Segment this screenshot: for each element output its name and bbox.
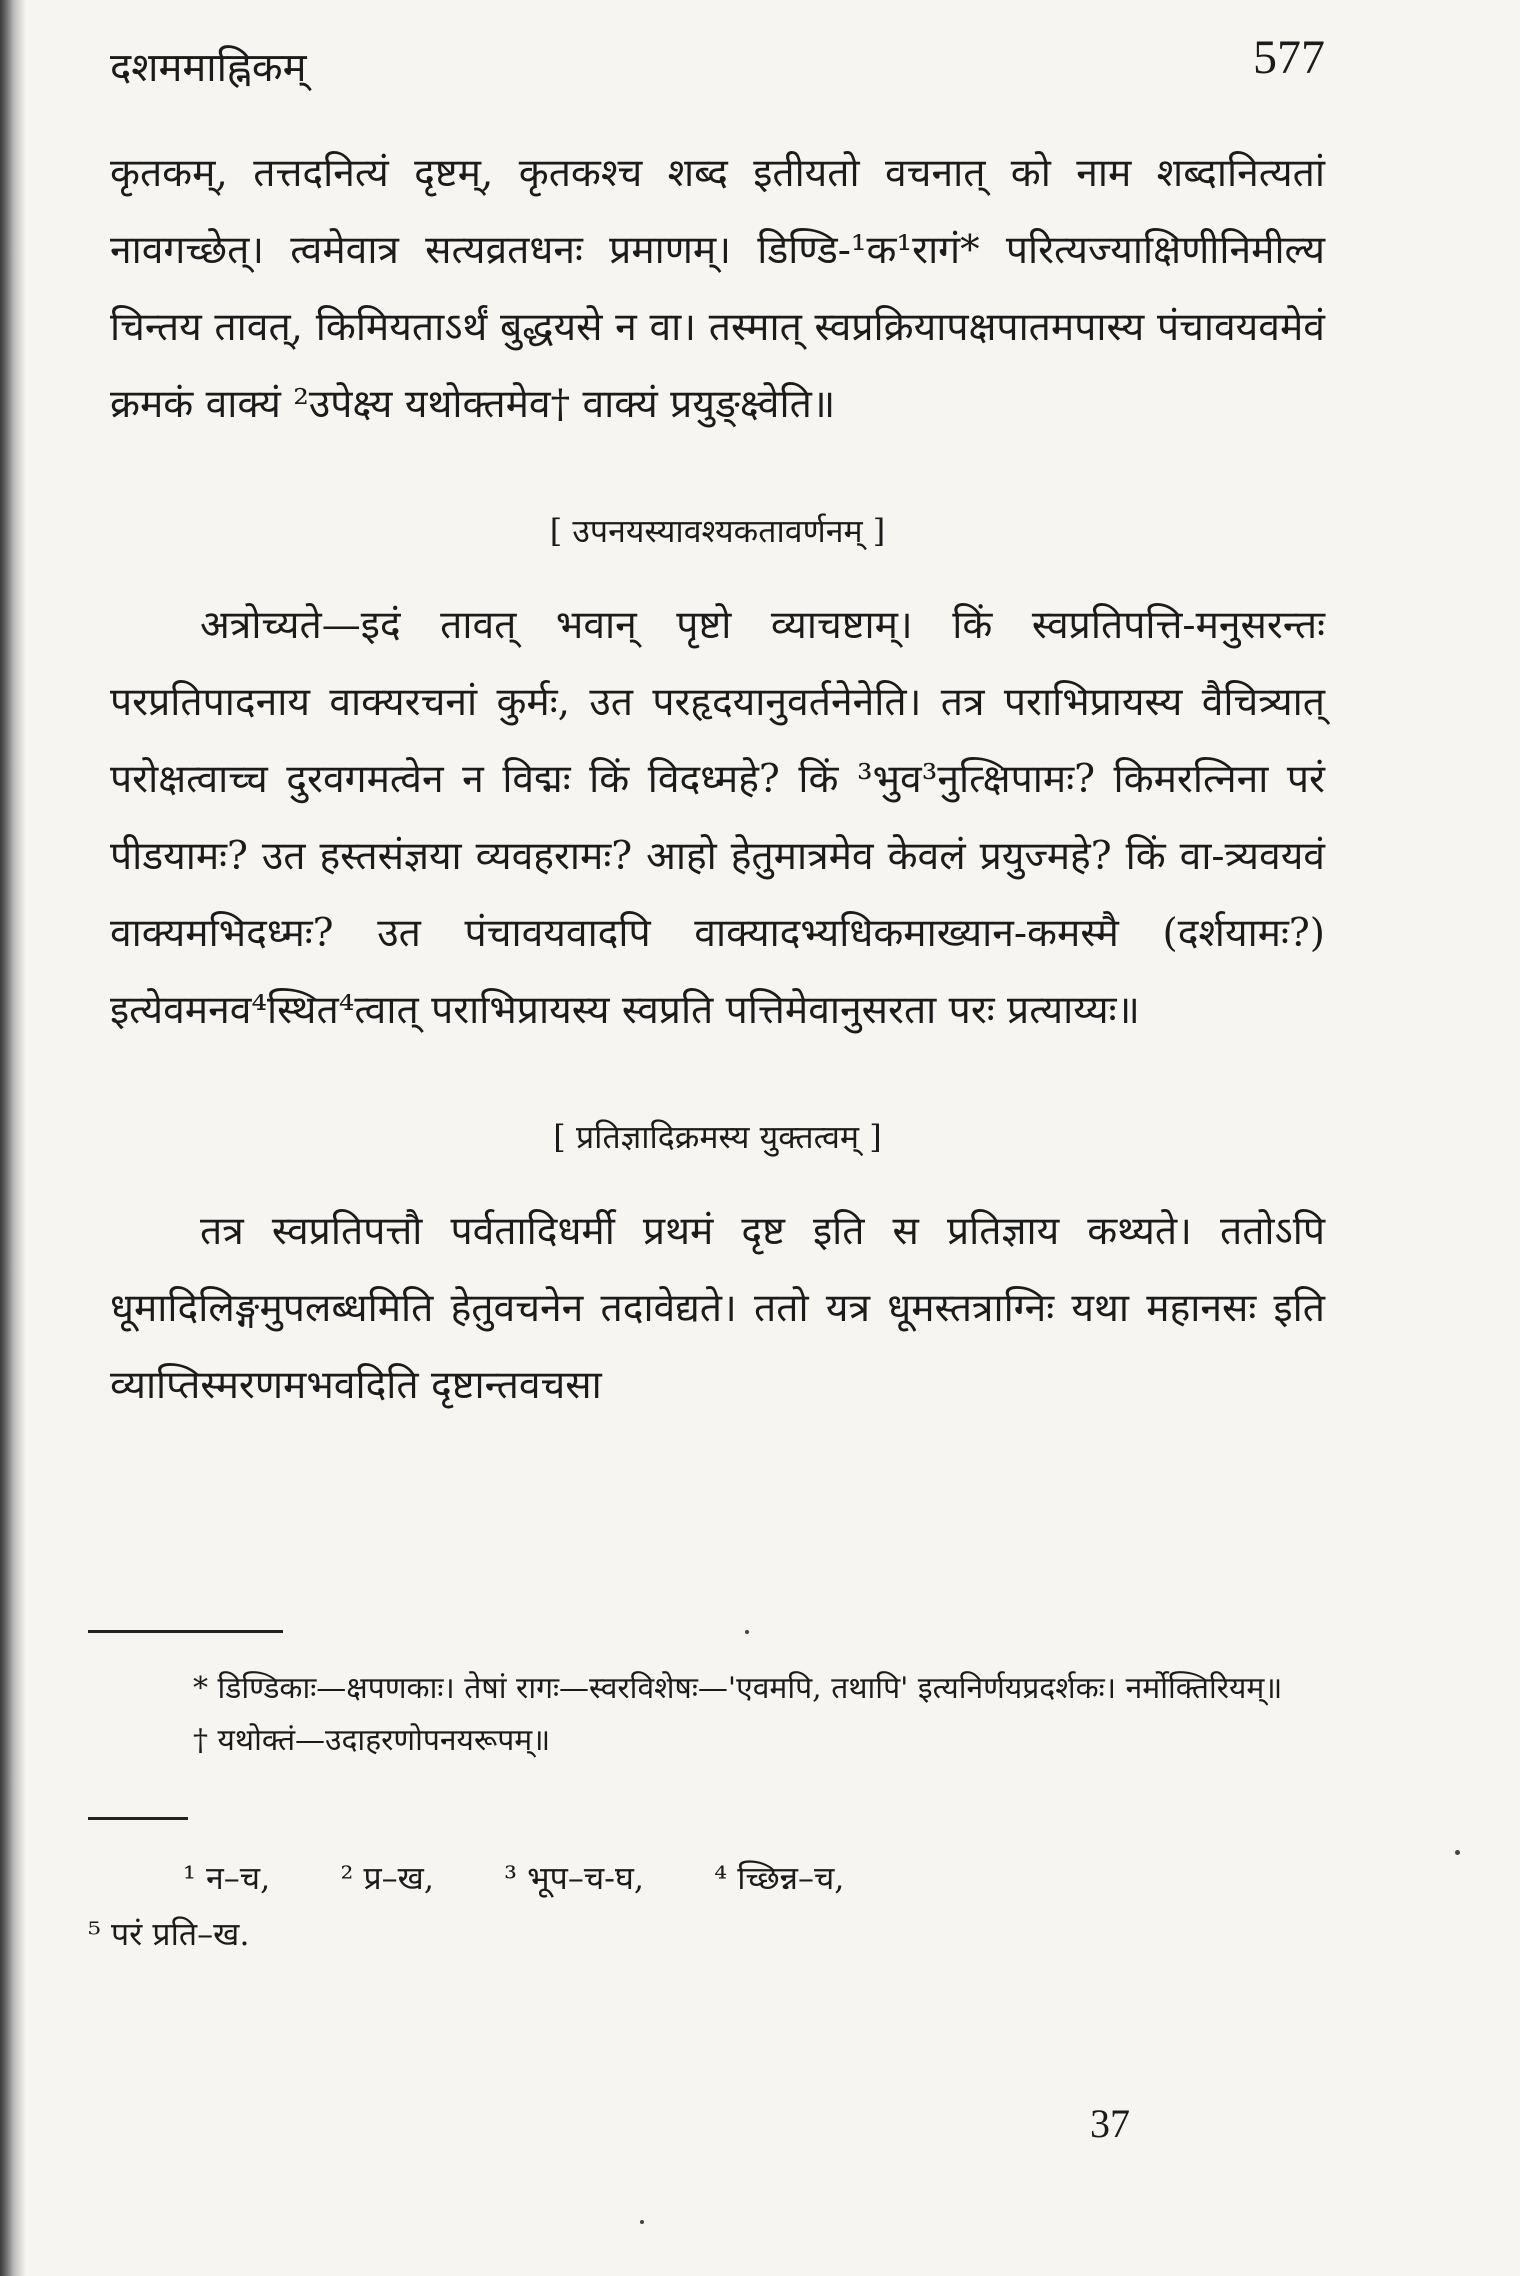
scan-speck (745, 1630, 749, 1634)
paragraph-2: अत्रोच्यते—इदं तावत् भवान् पृष्टो व्याचष्टाम्। किं स्वप्रतिपत्ति-मनुसरन्तः परप्रतिपादनाय वाक्यरचनां कुर्मः, उत परहृदयानुवर्तनेनेति। तत्र पराभिप्रायस्य वैचित्र्यात् परोक्षत्वाच्च दुरवगमत्वेन न विद्मः किं विदध्महे? किं ³भुव³नुत्क्षिपामः? किमरत्निना परं पीडयामः? उत हस्तसंज्ञया व्यवहरामः? आहो हेतुमात्रमेव केवलं प्रयुज्महे? किं वा-त्र्यवयवं वाक्यमभिदध्मः? उत पंचावयवादपि वाक्यादभ्यधिकमाख्यान-कमस्मै (दर्शयामः?) इत्येवमनव⁴स्थित⁴त्वात् पराभिप्रायस्य स्वप्रति पत्तिमेवानुसरता परः प्रत्याय्यः॥ (110, 603, 1325, 1033)
footnote-dagger: † यथोक्तं—उदाहरणोपनयरूपम्॥ (193, 1723, 551, 1758)
variant-1: ¹ न–च, (183, 1859, 271, 1897)
section-heading-upanaya: [ उपनयस्यावश्यकतावर्णनम् ] (549, 512, 886, 550)
scan-speck (640, 2220, 644, 2224)
scan-page-edge (0, 0, 26, 2276)
section-heading-pratijna: [ प्रतिज्ञादिक्रमस्य युक्तत्वम् ] (553, 1118, 882, 1156)
variant-row (88, 1850, 1338, 1906)
variant-2: ² प्र–ख, (340, 1859, 434, 1897)
variant-readings (88, 1850, 1338, 1962)
main-text (110, 135, 1325, 1424)
page-header (110, 30, 1325, 100)
page-number: 577 (1253, 31, 1325, 84)
footnote-star: * डिण्डिकाः—क्षपणकाः। तेषां रागः—स्वरविशेषः—'एवमपि, तथापि' इत्यनिर्णयप्रदर्शकः। नर्मोक्तिरियम्॥ (193, 1671, 1283, 1706)
running-head: दशममाह्निकम् (110, 45, 307, 91)
paragraph-3: तत्र स्वप्रतिपत्तौ पर्वतादिधर्मी प्रथमं दृष्ट इति स प्रतिज्ञाय कथ्यते। ततोऽपि धूमादिलिङ्गमुपलब्धमिति हेतुवचनेन तदावेद्यते। ततो यत्र धूमस्तत्राग्निः यथा महानसः इति व्याप्तिस्मरणमभवदिति दृष्टान्तवचसा (110, 1209, 1325, 1408)
signature-mark: 37 (1090, 2101, 1130, 2146)
paragraph-1: कृतकम्, तत्तदनित्यं दृष्टम्, कृतकश्च शब्द इतीयतो वचनात् को नाम शब्दानित्यतां नावगच्छेत्। त्वमेवात्र सत्यव्रतधनः प्रमाणम्। डिण्डि-¹क¹रागं* परित्यज्याक्षिणीनिमील्य चिन्तय तावत्, किमियताऽर्थं बुद्धयसे न वा। तस्मात् स्वप्रक्रियापक्षपातमपास्य पंचावयवमेवं क्रमकं वाक्यं ²उपेक्ष्य यथोक्तमेव† वाक्यं प्रयुङ्क्ष्वेति॥ (110, 151, 1325, 427)
variant-4: ⁴ च्छिन्न–च, (714, 1859, 845, 1897)
footnote-rule (88, 1630, 283, 1633)
variant-3: ³ भूप–च-घ, (504, 1859, 645, 1897)
footnotes (88, 1630, 1338, 1962)
variant-5: ⁵ परं प्रति–ख. (88, 1915, 250, 1953)
variants-rule (88, 1817, 188, 1820)
scan-speck (1455, 1850, 1460, 1855)
